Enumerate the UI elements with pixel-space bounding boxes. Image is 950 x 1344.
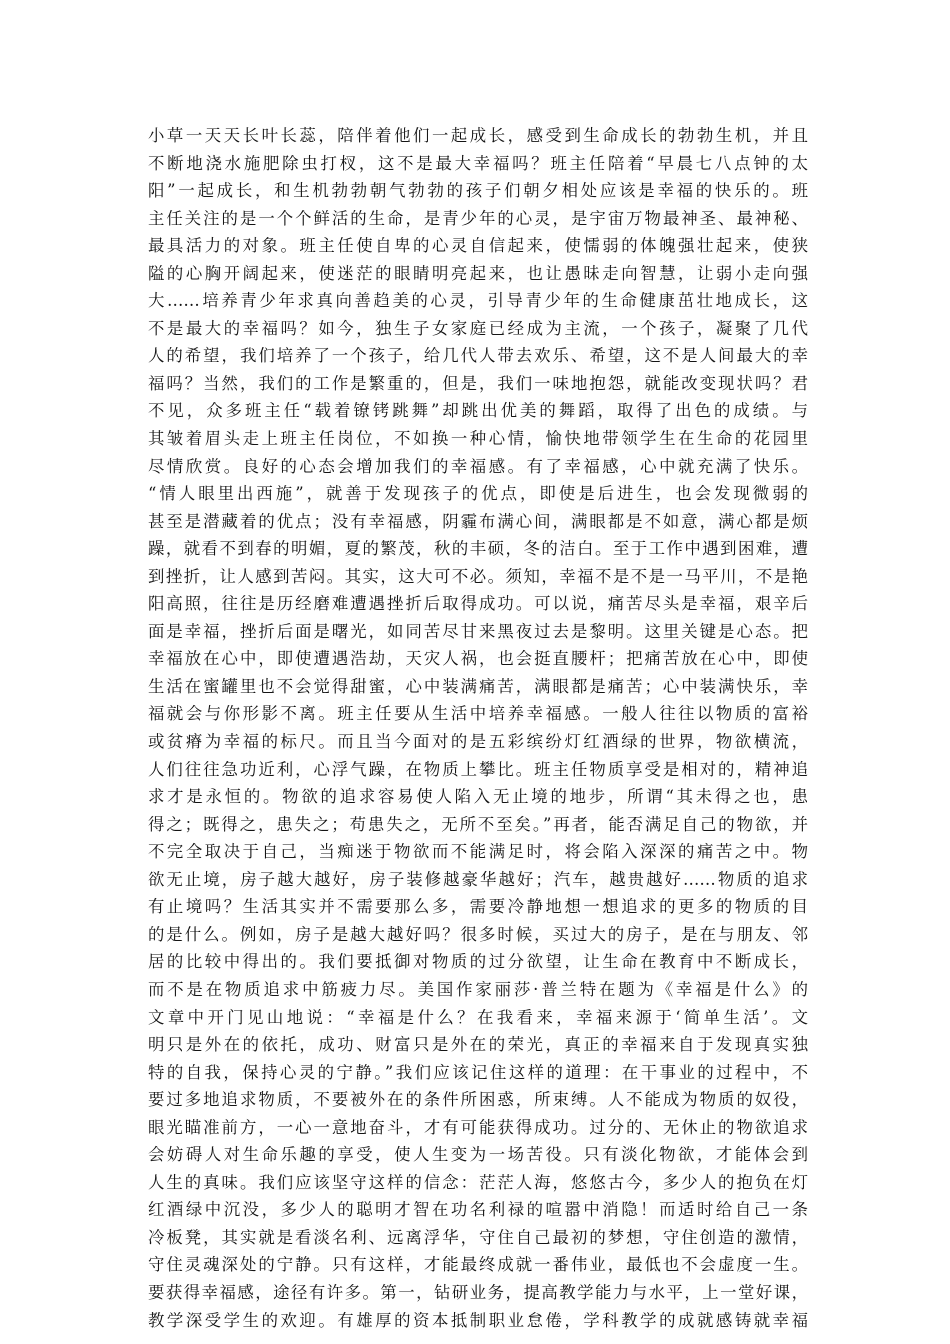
text-line: 红酒绿中沉没，多少人的聪明才智在功名利禄的喧嚣中消隐！而适时给自己一条 (148, 1200, 808, 1220)
text-line: 躁，就看不到春的明媚，夏的繁茂，秋的丰硕，冬的洁白。至于工作中遇到困难，遭 (148, 539, 808, 559)
text-line: 尽情欣赏。良好的心态会增加我们的幸福感。有了幸福感，心中就充满了快乐。 (148, 456, 808, 476)
text-line: 眼光瞄准前方，一心一意地奋斗，才有可能获得成功。过分的、无休止的物欲追求 (148, 1117, 808, 1137)
text-line: 最具活力的对象。班主任使自卑的心灵自信起来，使懦弱的体魄强壮起来，使狭 (148, 236, 808, 256)
text-line: 人们往往急功近利，心浮气躁，在物质上攀比。班主任物质享受是相对的，精神追 (148, 759, 808, 779)
text-line: 福就会与你形影不离。班主任要从生活中培养幸福感。一般人往往以物质的富裕 (148, 704, 808, 724)
text-line: 到挫折，让人感到苦闷。其实，这大可不必。须知，幸福不是不是一马平川，不是艳 (148, 566, 808, 586)
text-line: 小草一天天长叶长蕊，陪伴着他们一起成长，感受到生命成长的勃勃生机，并且 (148, 126, 808, 145)
text-line: 甚至是潜藏着的优点；没有幸福感，阴霾布满心间，满眼都是不如意，满心都是烦 (148, 511, 808, 531)
body-text (148, 122, 808, 1334)
text-line: “情人眼里出西施”，就善于发现孩子的优点，即使是后进生，也会发现微弱的 (148, 484, 808, 504)
text-line: 得之；既得之，患失之；苟患失之，无所不至矣。”再者，能否满足自己的物欲，并 (148, 814, 808, 834)
text-line: 要获得幸福感，途径有许多。第一，钻研业务，提高教学能力与水平，上一堂好课， (148, 1282, 808, 1302)
text-line: 或贫瘠为幸福的标尺。而且当今面对的是五彩缤纷灯红酒绿的世界，物欲横流， (148, 732, 808, 752)
text-line: 求才是永恒的。物欲的追求容易使人陷入无止境的地步，所谓“其未得之也，患 (148, 787, 808, 807)
text-line: 文章中开门见山地说：“幸福是什么？在我看来，幸福来源于‘简单生活’。文 (148, 1007, 808, 1027)
text-line: 要过多地追求物质，不要被外在的条件所困惑，所束缚。人不能成为物质的奴役， (148, 1090, 808, 1110)
text-line: 人的希望，我们培养了一个孩子，给几代人带去欢乐、希望，这不是人间最大的幸 (148, 346, 808, 366)
text-line: 居的比较中得出的。我们要抵御对物质的过分欲望，让生命在教育中不断成长， (148, 952, 808, 972)
text-line: 而不是在物质追求中筋疲力尽。美国作家丽莎·普兰特在题为《幸福是什么》的 (148, 979, 808, 999)
text-line: 有止境吗？生活其实并不需要那么多，需要冷静地想一想追求的更多的物质的目 (148, 897, 808, 917)
text-line: 冷板凳，其实就是看淡名利、远离浮华，守住自己最初的梦想，守住创造的激情， (148, 1227, 808, 1247)
text-line: 的是什么。例如，房子是越大越好吗？很多时候，买过大的房子，是在与朋友、邻 (148, 924, 808, 944)
text-line: 不是最大的幸福吗？如今，独生子女家庭已经成为主流，一个孩子，凝聚了几代 (148, 318, 808, 338)
text-line: 会妨碍人对生命乐趣的享受，使人生变为一场苦役。只有淡化物欲，才能体会到 (148, 1145, 808, 1165)
text-line: 面是幸福，挫折后面是曙光，如同苦尽甘来黑夜过去是黎明。这里关键是心态。把 (148, 621, 808, 641)
text-line: 主任关注的是一个个鲜活的生命，是青少年的心灵，是宇宙万物最神圣、最神秘、 (148, 208, 808, 228)
text-line: 明只是外在的依托，成功、财富只是外在的荣光，真正的幸福来自于发现真实独 (148, 1035, 808, 1055)
text-line: 阳”一起成长，和生机勃勃朝气勃勃的孩子们朝夕相处应该是幸福的快乐的。班 (148, 181, 808, 201)
text-line: 阳高照，往往是历经磨难遭遇挫折后取得成功。可以说，痛苦尽头是幸福，艰辛后 (148, 594, 808, 614)
text-line: 隘的心胸开阔起来，使迷茫的眼睛明亮起来，也让愚昧走向智慧，让弱小走向强 (148, 263, 808, 283)
text-line: 不完全取决于自己，当痴迷于物欲而不能满足时，将会陷入深深的痛苦之中。物 (148, 842, 808, 862)
text-line: 特的自我，保持心灵的宁静。”我们应该记住这样的道理：在干事业的过程中，不 (148, 1062, 808, 1082)
text-line: 不断地浇水施肥除虫打杈，这不是最大幸福吗？班主任陪着“早晨七八点钟的太 (148, 153, 808, 173)
text-line: 守住灵魂深处的宁静。只有这样，才能最终成就一番伟业，最低也不会虚度一生。 (148, 1255, 808, 1275)
text-line: 不见，众多班主任“载着镣铐跳舞”却跳出优美的舞蹈，取得了出色的成绩。与 (148, 401, 808, 421)
text-line: 生活在蜜罐里也不会觉得甜蜜，心中装满痛苦，满眼都是痛苦；心中装满快乐，幸 (148, 676, 808, 696)
text-line: 幸福放在心中，即使遭遇浩劫，天灾人祸，也会挺直腰杆；把痛苦放在心中，即使 (148, 649, 808, 669)
text-line: 欲无止境，房子越大越好，房子装修越豪华越好；汽车，越贵越好……物质的追求 (148, 869, 808, 889)
text-line: 人生的真味。我们应该坚守这样的信念：茫茫人海，悠悠古今，多少人的抱负在灯 (148, 1172, 808, 1192)
text-line: 教学深受学生的欢迎。有雄厚的资本抵制职业怠倦，学科教学的成就感铸就幸福 (148, 1310, 808, 1330)
text-line: 福吗？当然，我们的工作是繁重的，但是，我们一味地抱怨，就能改变现状吗？君 (148, 373, 808, 393)
text-line: 其皱着眉头走上班主任岗位，不如换一种心情，愉快地带领学生在生命的花园里 (148, 429, 808, 449)
text-line: 大……培养青少年求真向善趋美的心灵，引导青少年的生命健康茁壮地成长，这 (148, 291, 808, 311)
